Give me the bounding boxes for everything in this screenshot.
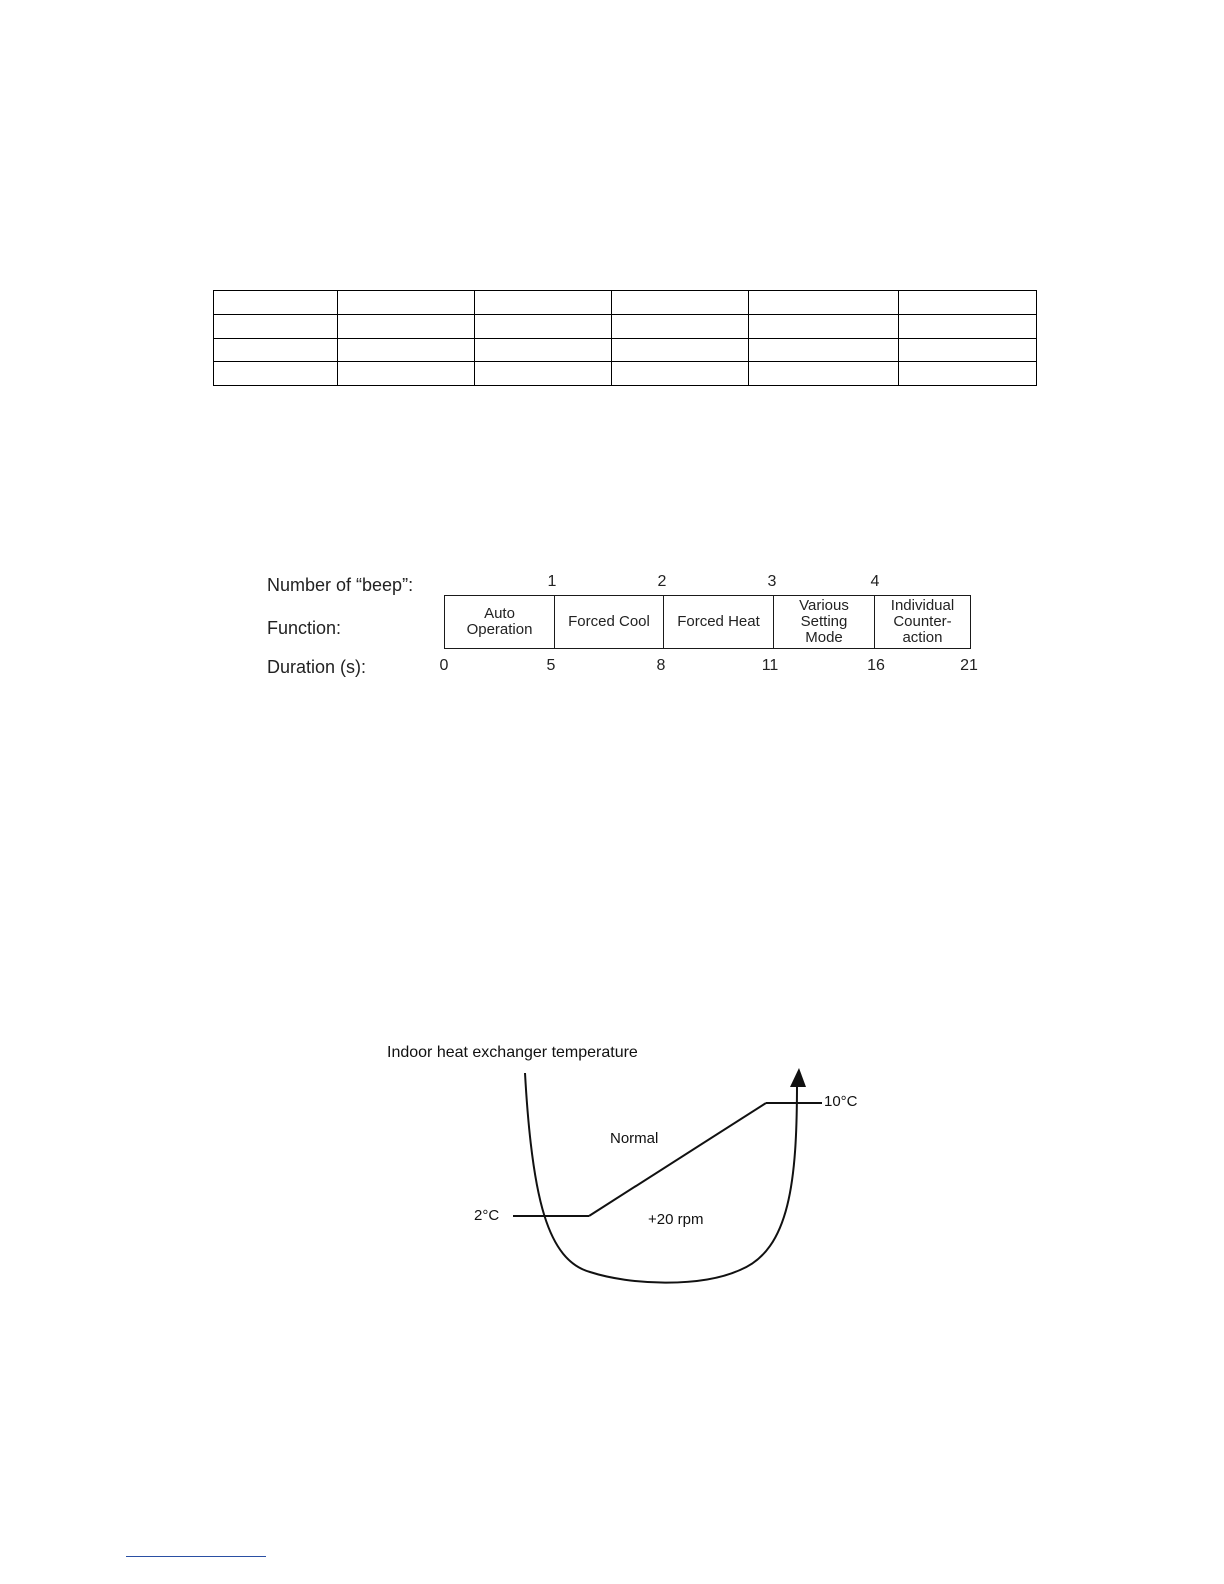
threshold-ramp [589, 1103, 766, 1216]
beep-number: 2 [657, 573, 667, 590]
function-label: Function: [267, 618, 342, 638]
function-name: Forced Cool [568, 613, 650, 630]
beep-number: 1 [547, 573, 557, 590]
function-name: Various Setting Mode [799, 597, 849, 646]
duration-tick: 5 [546, 657, 556, 674]
function-name: Forced Heat [677, 613, 760, 630]
beep-number: 3 [767, 573, 777, 590]
temperature-curve [525, 1073, 797, 1283]
duration-tick: 21 [960, 657, 978, 674]
beep-number: 4 [870, 573, 880, 590]
low-threshold-label: 2°C [474, 1207, 500, 1224]
function-name: Auto Operation [466, 605, 533, 638]
duration-label: Duration (s): [267, 657, 367, 677]
function-name: Individual Counter- action [890, 597, 955, 646]
duration-tick: 8 [656, 657, 666, 674]
footer-link-underline [126, 1556, 266, 1557]
arrow-head-icon [790, 1068, 806, 1087]
temperature-diagram-title: Indoor heat exchanger temperature [387, 1044, 638, 1061]
region-plus-20-rpm-label: +20 rpm [648, 1211, 704, 1228]
region-normal-label: Normal [610, 1130, 659, 1147]
duration-tick: 16 [867, 657, 885, 674]
beep-count-label: Number of “beep”: [267, 575, 414, 595]
high-threshold-label: 10°C [824, 1093, 858, 1110]
duration-tick: 11 [761, 657, 779, 674]
duration-tick: 0 [439, 657, 449, 674]
